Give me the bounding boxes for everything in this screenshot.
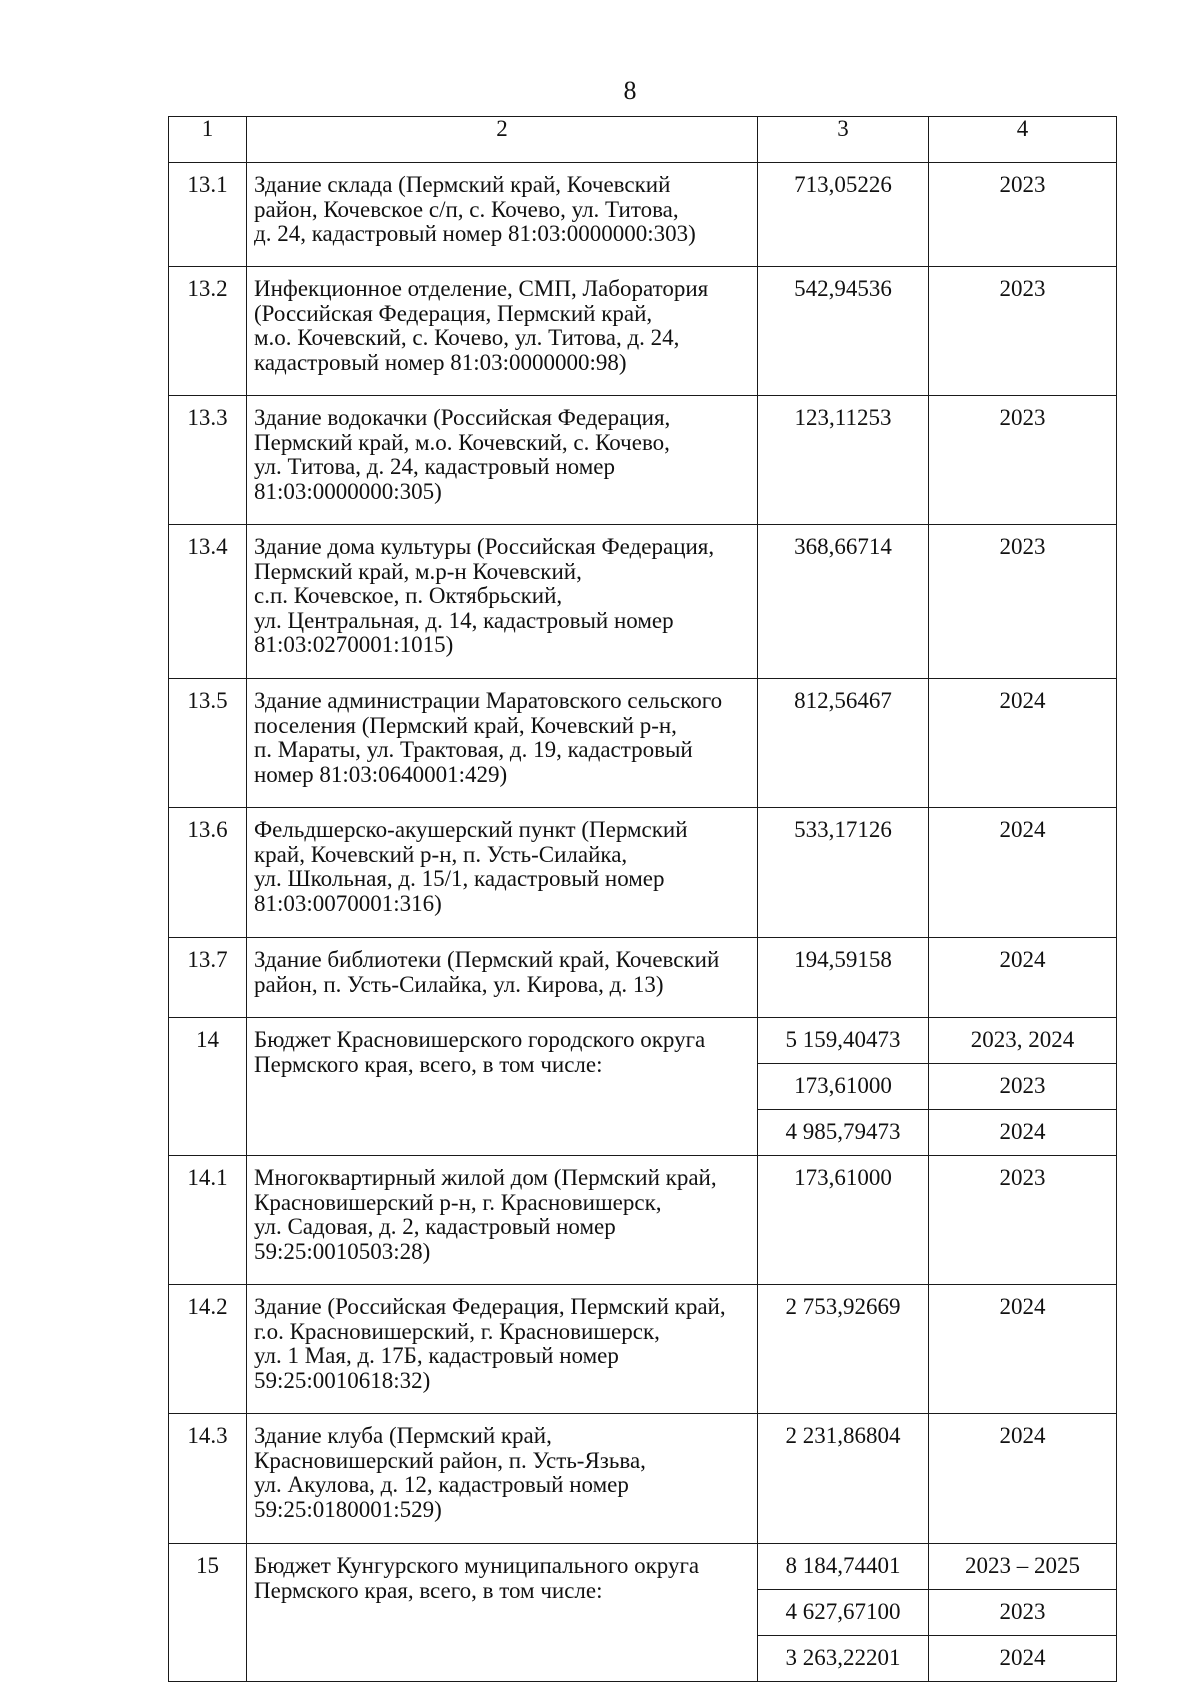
row-year: 2024 bbox=[929, 1110, 1117, 1156]
row-number: 13.2 bbox=[169, 267, 247, 396]
row-amount: 173,61000 bbox=[758, 1064, 929, 1110]
row-description: Фельдшерско-акушерский пункт (Пермский край, Кочевский р-н, п. Усть-Силайка, ул. Школьная, д. 15/1, кадастровый номер 81:03:0070001:316) bbox=[247, 808, 758, 938]
column-header: 1 bbox=[169, 117, 247, 163]
row-amount: 4 985,79473 bbox=[758, 1110, 929, 1156]
table-row bbox=[169, 1285, 1117, 1414]
column-header: 4 bbox=[929, 117, 1117, 163]
row-year: 2024 bbox=[929, 679, 1117, 808]
row-amount: 542,94536 bbox=[758, 267, 929, 396]
row-number: 14.1 bbox=[169, 1156, 247, 1285]
row-year: 2023 bbox=[929, 1156, 1117, 1285]
table-row bbox=[169, 267, 1117, 396]
row-number: 14.2 bbox=[169, 1285, 247, 1414]
row-amount: 368,66714 bbox=[758, 525, 929, 679]
row-year: 2024 bbox=[929, 1414, 1117, 1544]
table-row-group-15 bbox=[169, 1544, 1117, 1590]
row-year: 2024 bbox=[929, 808, 1117, 938]
row-amount: 173,61000 bbox=[758, 1156, 929, 1285]
row-number: 13.5 bbox=[169, 679, 247, 808]
row-amount: 3 263,22201 bbox=[758, 1636, 929, 1682]
table-row bbox=[169, 525, 1117, 679]
row-description: Здание склада (Пермский край, Кочевский район, Кочевское с/п, с. Кочево, ул. Титова, д. 24, кадастровый номер 81:03:0000000:303) bbox=[247, 163, 758, 267]
row-description: Бюджет Кунгурского муниципального округа Пермского края, всего, в том числе: bbox=[247, 1544, 758, 1682]
row-amount: 713,05226 bbox=[758, 163, 929, 267]
row-year: 2023 bbox=[929, 396, 1117, 525]
row-year-total: 2023 – 2025 bbox=[929, 1544, 1117, 1590]
row-amount: 4 627,67100 bbox=[758, 1590, 929, 1636]
table-row bbox=[169, 808, 1117, 938]
row-year: 2023 bbox=[929, 1064, 1117, 1110]
row-year: 2023 bbox=[929, 525, 1117, 679]
row-description: Здание (Российская Федерация, Пермский край, г.о. Красновишерский, г. Красновишерск, ул. 1 Мая, д. 17Б, кадастровый номер 59:25:0010618:32) bbox=[247, 1285, 758, 1414]
table-row bbox=[169, 679, 1117, 808]
column-header: 2 bbox=[247, 117, 758, 163]
row-description: Здание дома культуры (Российская Федерация, Пермский край, м.р-н Кочевский, с.п. Кочевское, п. Октябрьский, ул. Центральная, д. 14, кадастровый номер 81:03:0270001:1015) bbox=[247, 525, 758, 679]
row-number: 13.3 bbox=[169, 396, 247, 525]
row-number: 14.3 bbox=[169, 1414, 247, 1544]
row-number: 13.7 bbox=[169, 938, 247, 1018]
row-year: 2024 bbox=[929, 1285, 1117, 1414]
row-number: 15 bbox=[169, 1544, 247, 1682]
row-year: 2023 bbox=[929, 163, 1117, 267]
row-description: Здание клуба (Пермский край, Красновишерский район, п. Усть-Язьва, ул. Акулова, д. 12, кадастровый номер 59:25:0180001:529) bbox=[247, 1414, 758, 1544]
table-row bbox=[169, 396, 1117, 525]
row-description: Бюджет Красновишерского городского округа Пермского края, всего, в том числе: bbox=[247, 1018, 758, 1156]
row-amount: 194,59158 bbox=[758, 938, 929, 1018]
row-year: 2023 bbox=[929, 1590, 1117, 1636]
data-table bbox=[168, 116, 1117, 1682]
row-number: 13.1 bbox=[169, 163, 247, 267]
row-year: 2024 bbox=[929, 1636, 1117, 1682]
row-amount: 2 753,92669 bbox=[758, 1285, 929, 1414]
row-description: Здание администрации Маратовского сельского поселения (Пермский край, Кочевский р-н, п. Мараты, ул. Трактовая, д. 19, кадастровый номер 81:03:0640001:429) bbox=[247, 679, 758, 808]
row-number: 14 bbox=[169, 1018, 247, 1156]
column-header: 3 bbox=[758, 117, 929, 163]
row-amount-total: 5 159,40473 bbox=[758, 1018, 929, 1064]
row-description: Многоквартирный жилой дом (Пермский край, Красновишерский р-н, г. Красновишерск, ул. Садовая, д. 2, кадастровый номер 59:25:0010503:28) bbox=[247, 1156, 758, 1285]
row-amount: 123,11253 bbox=[758, 396, 929, 525]
row-amount: 533,17126 bbox=[758, 808, 929, 938]
table-row bbox=[169, 1414, 1117, 1544]
row-year: 2024 bbox=[929, 938, 1117, 1018]
row-year: 2023 bbox=[929, 267, 1117, 396]
table-row bbox=[169, 938, 1117, 1018]
row-amount-total: 8 184,74401 bbox=[758, 1544, 929, 1590]
row-number: 13.4 bbox=[169, 525, 247, 679]
table-row-group-14 bbox=[169, 1018, 1117, 1064]
row-amount: 2 231,86804 bbox=[758, 1414, 929, 1544]
row-year-total: 2023, 2024 bbox=[929, 1018, 1117, 1064]
row-amount: 812,56467 bbox=[758, 679, 929, 808]
row-number: 13.6 bbox=[169, 808, 247, 938]
table-row bbox=[169, 163, 1117, 267]
page-number: 8 bbox=[623, 76, 637, 105]
table-header-row bbox=[169, 117, 1117, 163]
table-row bbox=[169, 1156, 1117, 1285]
row-description: Здание библиотеки (Пермский край, Кочевский район, п. Усть-Силайка, ул. Кирова, д. 13) bbox=[247, 938, 758, 1018]
row-description: Здание водокачки (Российская Федерация, Пермский край, м.о. Кочевский, с. Кочево, ул. Титова, д. 24, кадастровый номер 81:03:0000000:305) bbox=[247, 396, 758, 525]
row-description: Инфекционное отделение, СМП, Лаборатория (Российская Федерация, Пермский край, м.о. Кочевский, с. Кочево, ул. Титова, д. 24, кадастровый номер 81:03:0000000:98) bbox=[247, 267, 758, 396]
